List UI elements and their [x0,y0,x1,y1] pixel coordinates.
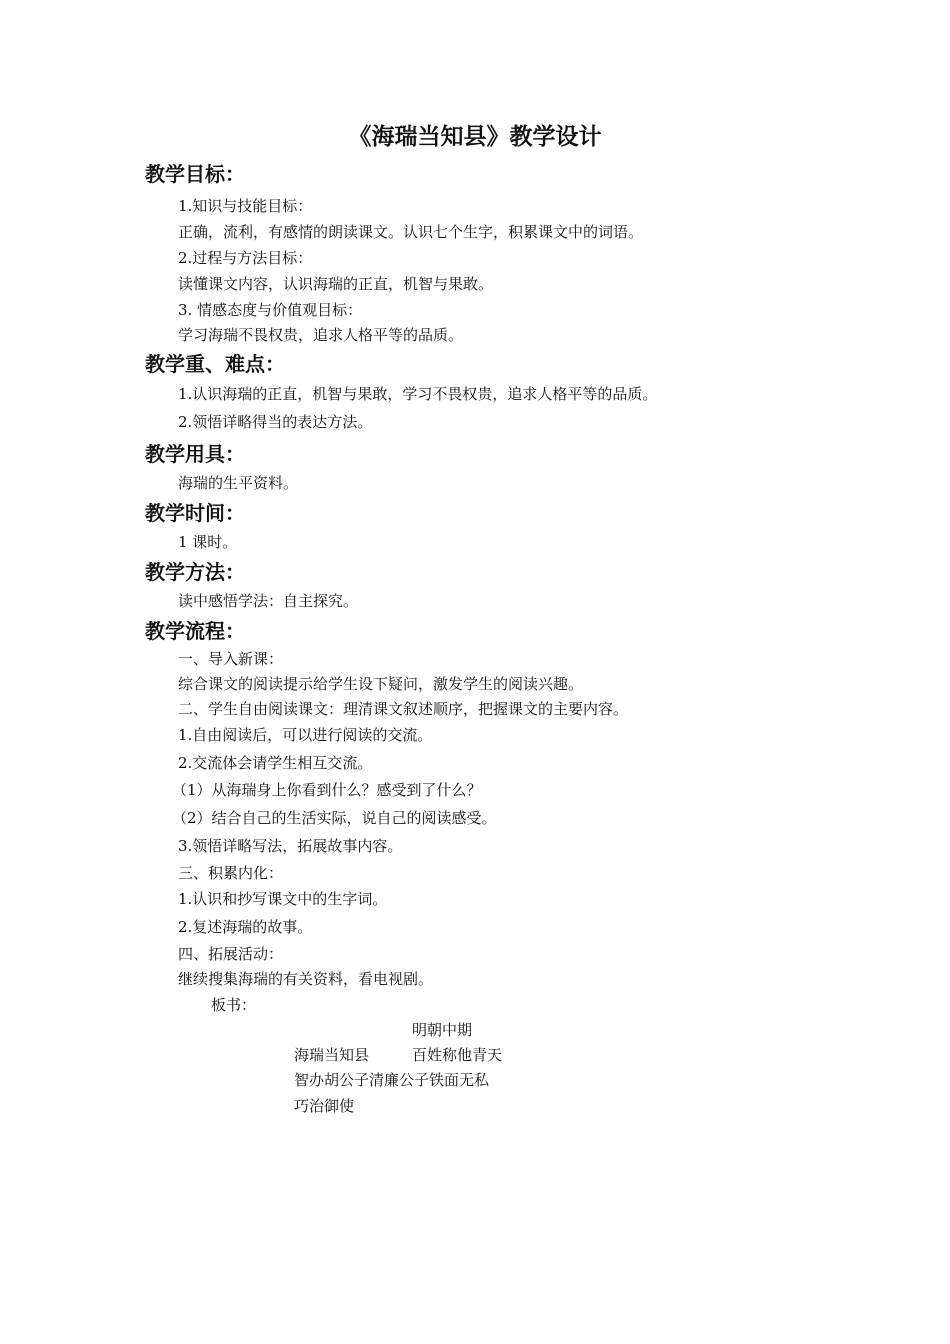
heading-goals: 教学目标： [145,162,245,186]
process-line-9: 三、积累内化： [178,864,284,882]
process-line-12: 四、拓展活动： [178,945,284,963]
board-people-praise: 百姓称他青天 [412,1046,503,1064]
goals-line-4: 读懂课文内容，认识海瑞的正直，机智与果敢。 [178,275,494,293]
process-line-11: 2.复述海瑞的故事。 [178,918,313,936]
process-line-4: 1.自由阅读后，可以进行阅读的交流。 [178,726,433,744]
process-line-5: 2.交流体会请学生相互交流。 [178,754,373,772]
document-title: 《海瑞当知县》教学设计 [348,124,602,150]
heading-tools: 教学用具： [145,442,245,466]
process-line-10: 1.认识和抄写课文中的生字词。 [178,890,388,908]
process-line-6: （1）从海瑞身上你看到什么？感受到了什么？ [172,781,482,799]
key-points-line-2: 2.领悟详略得当的表达方法。 [178,413,373,431]
time-line-1: 1 课时。 [178,533,238,551]
process-line-2: 综合课文的阅读提示给学生设下疑问，激发学生的阅读兴趣。 [178,675,584,693]
process-line-8: 3.领悟详略写法，拓展故事内容。 [178,837,403,855]
process-line-3: 二、学生自由阅读课文：理清课文叙述顺序，把握课文的主要内容。 [178,700,629,718]
goals-line-6: 学习海瑞不畏权贵，追求人格平等的品质。 [178,326,464,344]
key-points-line-1: 1.认识海瑞的正直，机智与果敢，学习不畏权贵，追求人格平等的品质。 [178,385,658,403]
board-row-4: 巧治御使 [294,1097,355,1115]
method-line-1: 读中感悟学法：自主探究。 [178,592,359,610]
process-line-1: 一、导入新课： [178,650,284,668]
process-line-7: （2）结合自己的生活实际，说自己的阅读感受。 [172,809,497,827]
goals-line-5: 3. 情感态度与价值观目标： [178,301,363,319]
goals-line-2: 正确，流利，有感情的朗读课文。认识七个生字，积累课文中的词语。 [178,223,644,241]
board-label: 板书： [211,996,257,1014]
tools-line-1: 海瑞的生平资料。 [178,474,299,492]
heading-key-points: 教学重、难点： [145,352,285,376]
goals-line-1: 1.知识与技能目标： [178,197,313,215]
process-line-13: 继续搜集海瑞的有关资料，看电视剧。 [178,970,434,988]
goals-line-3: 2.过程与方法目标： [178,249,313,267]
board-topic: 海瑞当知县 [294,1046,370,1064]
board-row-3: 智办胡公子清廉公子铁面无私 [294,1071,490,1089]
board-era: 明朝中期 [412,1021,473,1039]
heading-time: 教学时间： [145,501,245,525]
heading-process: 教学流程： [145,619,245,643]
heading-method: 教学方法： [145,560,245,584]
